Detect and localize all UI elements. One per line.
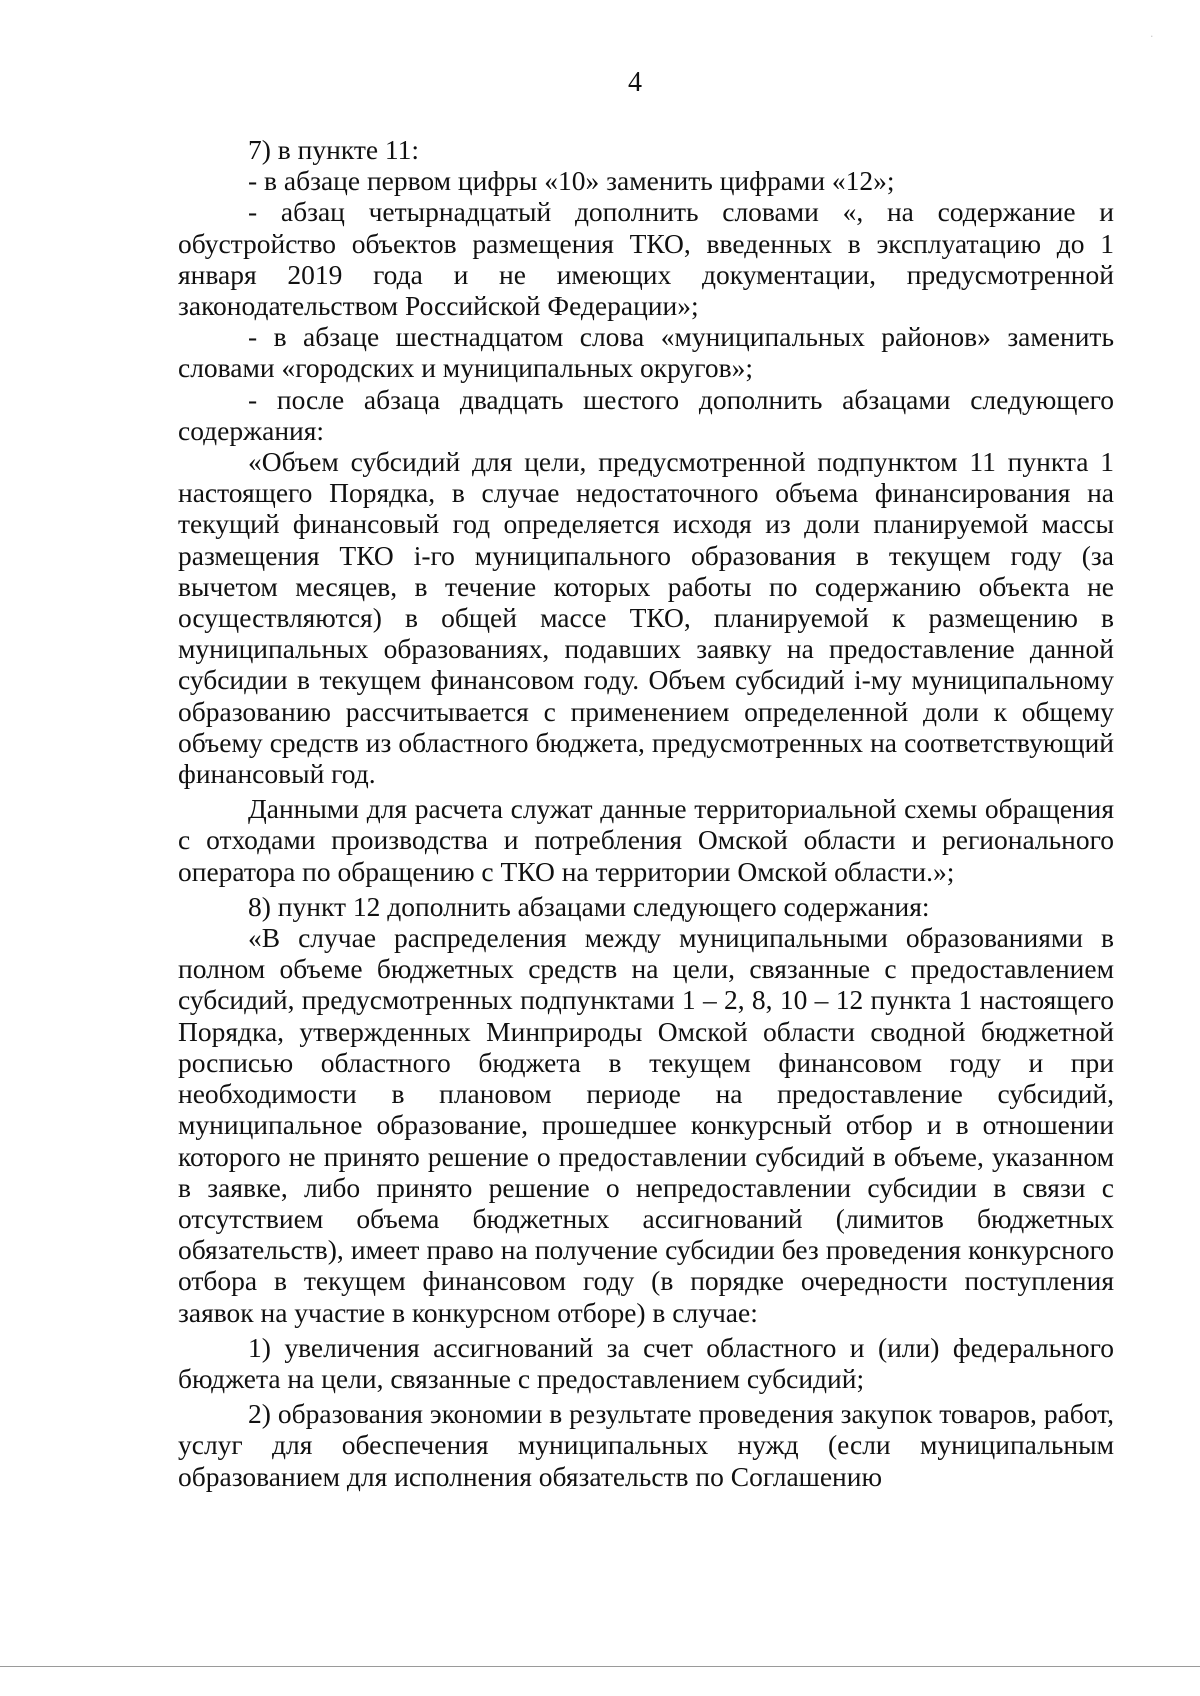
page-number: 4 xyxy=(628,67,642,98)
paragraph-item-8-heading: 8) пункт 12 дополнить абзацами следующего содержания: xyxy=(248,890,930,922)
paragraph-amend-first-abzac: - в абзаце первом цифры «10» заменить цифрами «12»; xyxy=(248,165,895,197)
paragraph-distribution-case: «В случае распределения между муниципальными образованиями в полном объеме бюджетных средств на цели, связанные с предоставлением субсидий, предусмотренных подпунктами 1 – 2, 8, 10 – 12 пункта 1 настоящего Порядка, утвержденных Минприроды Омской области сводной бюджетной росписью областного бюджета в текущем финансовом году и при необходимости в плановом периоде на предоставление субсидий, муниципальное образование, прошедшее конкурсный отбор и в отношении которого не принято решение о предоставлении субсидий в объеме, указанном в заявке, либо принято решение о непредоставлении субсидии в связи с отсутствием объема бюджетных ассигнований (лимитов бюджетных обязательств), имеет право на получение субсидии без проведения конкурсного отбора в текущем финансовом году (в порядке очередности поступления заявок на участие в конкурсном отборе) в случае: xyxy=(178,922,1114,1328)
paragraph-case-1: 1) увеличения ассигнований за счет областного и (или) федерального бюджета на цели, связанные с предоставлением субсидий; xyxy=(178,1331,1114,1394)
paragraph-after-twenty-sixth: - после абзаца двадцать шестого дополнить абзацами следующего содержания: xyxy=(178,383,1114,446)
paragraph-calculation-data: Данными для расчета служат данные территориальной схемы обращения с отходами производства и потребления Омской области и регионального оператора по обращению с ТКО на территории Омской области.»; xyxy=(178,793,1114,887)
document-body xyxy=(178,134,1114,1492)
scan-bottom-edge xyxy=(0,1666,1200,1667)
paragraph-subsidy-volume: «Объем субсидий для цели, предусмотренной подпунктом 11 пункта 1 настоящего Порядка, в случае недостаточного объема финансирования на текущий финансовый год определяется исходя из доли планируемой массы размещения ТКО i-го муниципального образования в текущем году (за вычетом месяцев, в течение которых работы по содержанию объекта не осуществляются) в общей массе ТКО, планируемой к размещению в муниципальных образованиях, подавших заявку на предоставление данной субсидии в текущем финансовом году. Объем субсидий i-му муниципальному образованию рассчитывается с применением определенной доли к общему объему средств из областного бюджета, предусмотренных на соответствующий финансовый год. xyxy=(178,446,1114,790)
paragraph-item-7-heading: 7) в пункте 11: xyxy=(248,134,420,165)
paragraph-amend-sixteenth-abzac: - в абзаце шестнадцатом слова «муниципальных районов» заменить словами «городских и муниципальных округов»; xyxy=(178,321,1114,384)
scan-artifact: · xyxy=(1150,30,1154,43)
paragraph-case-2: 2) образования экономии в результате проведения закупок товаров, работ, услуг для обеспечения муниципальных нужд (если муниципальным образованием для исполнения обязательств по Соглашению xyxy=(178,1398,1114,1492)
paragraph-amend-fourteenth-abzac: - абзац четырнадцатый дополнить словами «, на содержание и обустройство объектов размещения ТКО, введенных в эксплуатацию до 1 января 2019 года и не имеющих документации, предусмотренной законодательством Российской Федерации»; xyxy=(178,196,1114,322)
